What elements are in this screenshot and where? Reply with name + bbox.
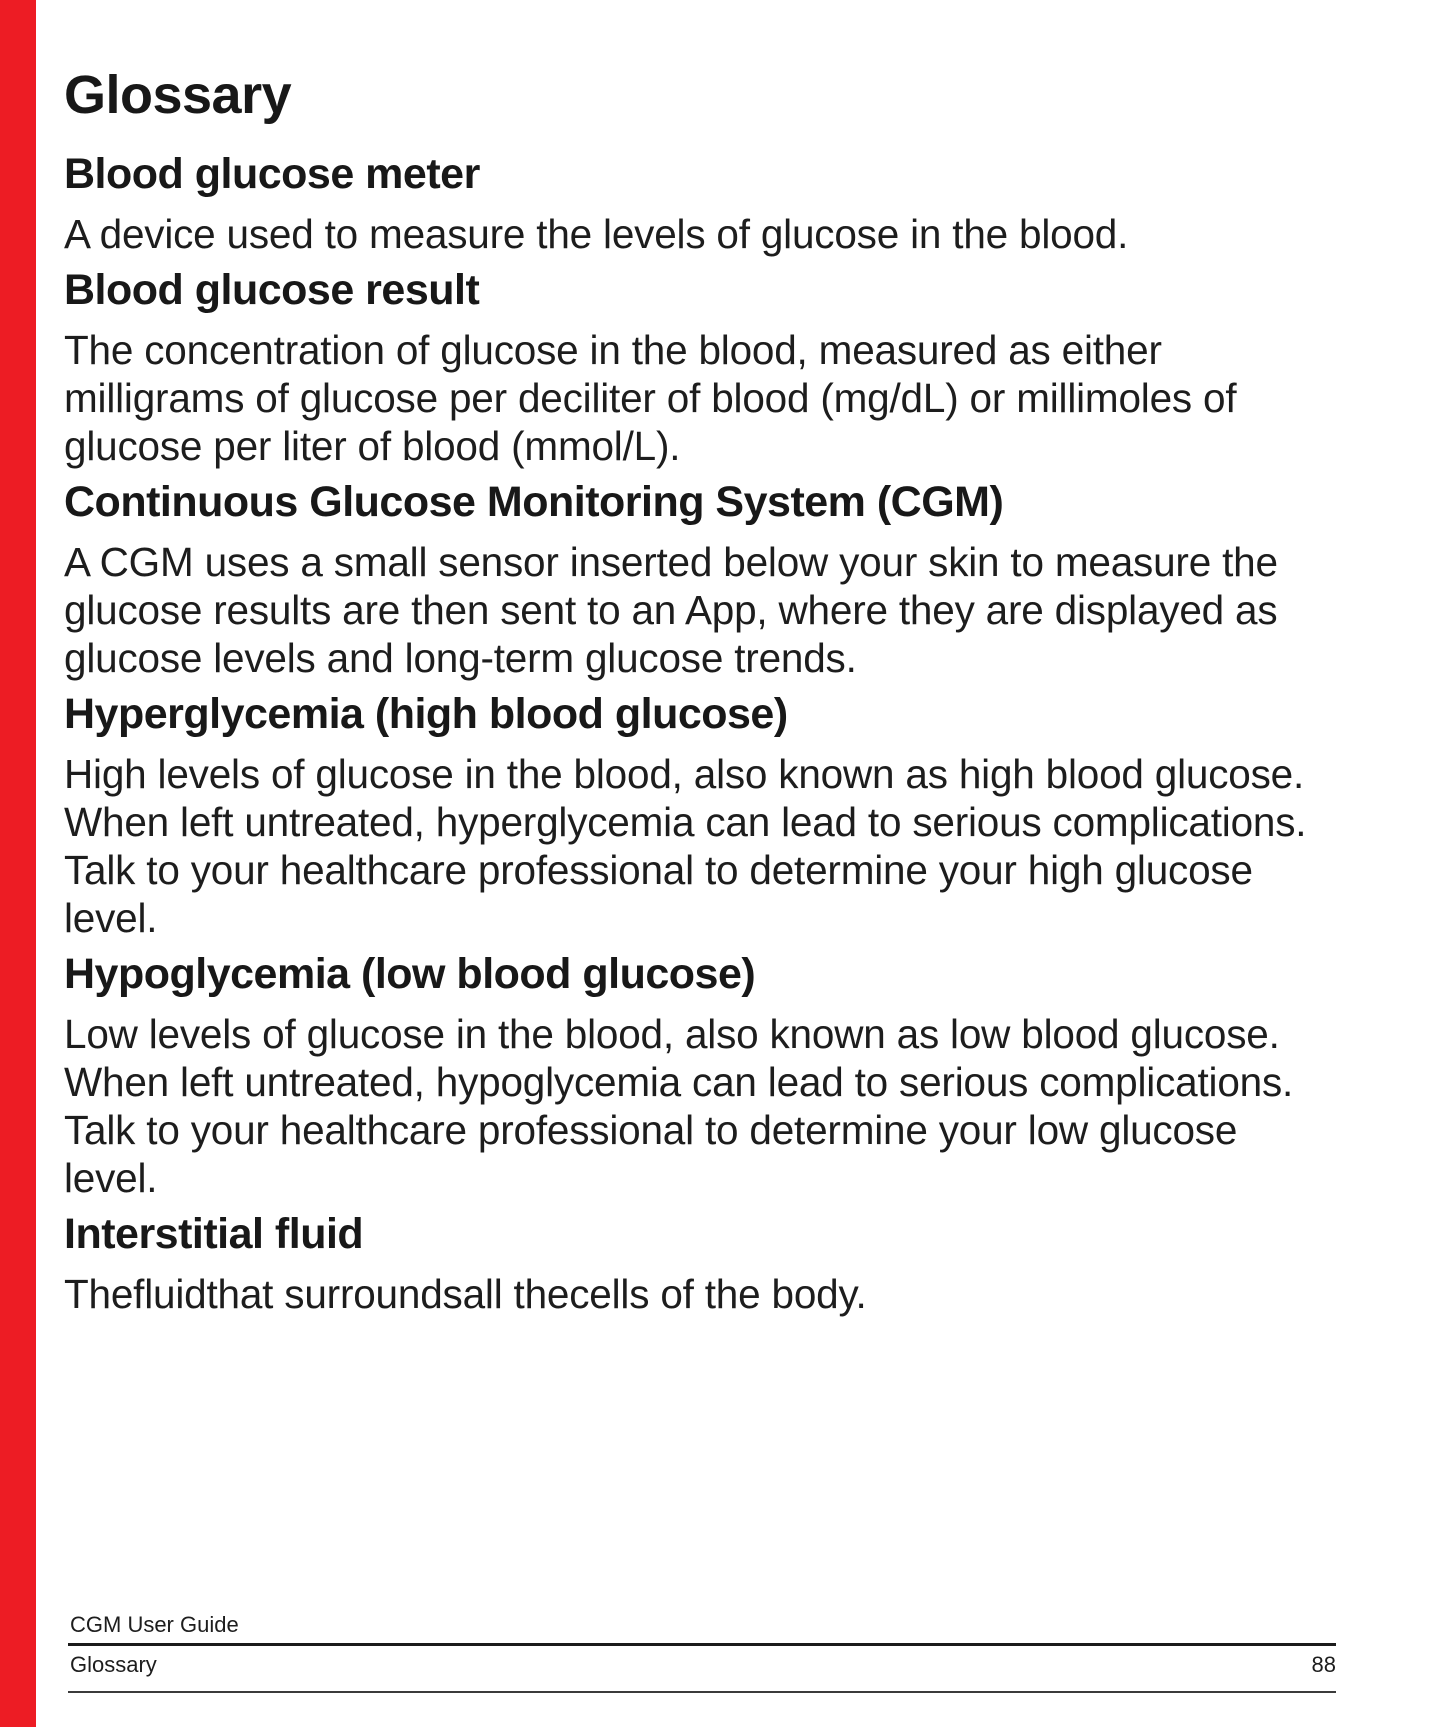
definition-line: The concentration of glucose in the blood, measured as either bbox=[64, 327, 1162, 373]
footer-guide-title: CGM User Guide bbox=[70, 1612, 239, 1637]
definition-line: Thefluidthat surroundsall thecells of the body. bbox=[64, 1271, 867, 1317]
accent-stripe bbox=[0, 0, 36, 1727]
definition-line: level. bbox=[64, 895, 158, 941]
glossary-definition bbox=[64, 210, 1374, 258]
glossary-term: Hypoglycemia (low blood glucose) bbox=[64, 950, 756, 998]
glossary-term: Blood glucose result bbox=[64, 266, 480, 314]
glossary-entry-interstitial-fluid bbox=[64, 1210, 1374, 1318]
glossary-term: Blood glucose meter bbox=[64, 150, 480, 198]
glossary-term: Hyperglycemia (high blood glucose) bbox=[64, 690, 788, 738]
definition-line: glucose results are then sent to an App, where they are displayed as bbox=[64, 587, 1278, 633]
glossary-content bbox=[64, 0, 1374, 1318]
glossary-definition bbox=[64, 538, 1374, 682]
definition-line: level. bbox=[64, 1155, 158, 1201]
footer-page-number: 88 bbox=[1311, 1652, 1336, 1677]
glossary-term: Interstitial fluid bbox=[64, 1210, 364, 1258]
glossary-entry-blood-glucose-result bbox=[64, 266, 1374, 470]
glossary-entry-cgm bbox=[64, 478, 1374, 682]
glossary-definition bbox=[64, 326, 1374, 470]
glossary-definition bbox=[64, 1270, 1374, 1318]
definition-line: High levels of glucose in the blood, also known as high blood glucose. bbox=[64, 751, 1305, 797]
glossary-definition bbox=[64, 750, 1374, 942]
footer-row bbox=[70, 1651, 1336, 1679]
definition-line: milligrams of glucose per deciliter of blood (mg/dL) or millimoles of bbox=[64, 375, 1237, 421]
definition-line: When left untreated, hyperglycemia can lead to serious complications. bbox=[64, 799, 1307, 845]
definition-line: glucose per liter of blood (mmol/L). bbox=[64, 423, 681, 469]
definition-line: When left untreated, hypoglycemia can lead to serious complications. bbox=[64, 1059, 1294, 1105]
definition-line: Talk to your healthcare professional to determine your high glucose bbox=[64, 847, 1253, 893]
footer-rule-top bbox=[68, 1643, 1336, 1646]
footer-section-label: Glossary bbox=[70, 1652, 157, 1677]
glossary-entry-hypoglycemia bbox=[64, 950, 1374, 1202]
glossary-entry-blood-glucose-meter bbox=[64, 150, 1374, 258]
definition-line: A CGM uses a small sensor inserted below your skin to measure the bbox=[64, 539, 1278, 585]
glossary-entry-hyperglycemia bbox=[64, 690, 1374, 942]
definition-line: Talk to your healthcare professional to determine your low glucose bbox=[64, 1107, 1238, 1153]
definition-line: glucose levels and long-term glucose trends. bbox=[64, 635, 857, 681]
page-title: Glossary bbox=[64, 65, 292, 125]
footer-rule-bottom bbox=[68, 1691, 1336, 1693]
definition-line: A device used to measure the levels of glucose in the blood. bbox=[64, 211, 1129, 257]
definition-line: Low levels of glucose in the blood, also known as low blood glucose. bbox=[64, 1011, 1280, 1057]
glossary-term: Continuous Glucose Monitoring System (CGM) bbox=[64, 478, 1004, 526]
glossary-definition bbox=[64, 1010, 1374, 1202]
